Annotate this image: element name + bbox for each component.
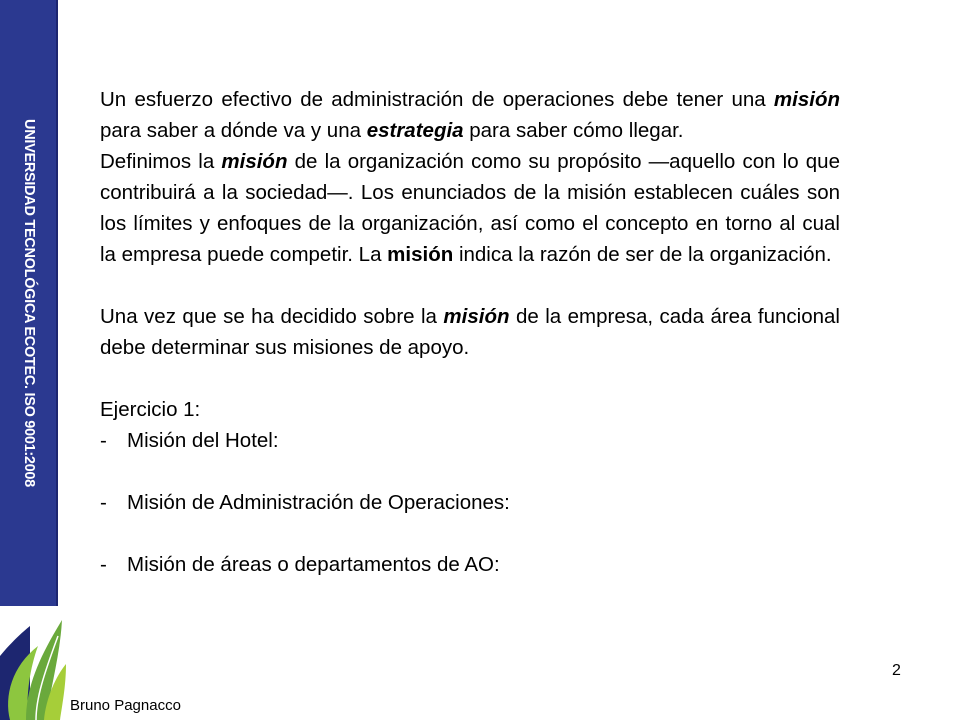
list-dash: - <box>100 553 107 576</box>
emphasis-mision: misión <box>387 243 454 266</box>
list-item <box>100 549 840 580</box>
text-run: Definimos la <box>100 150 222 173</box>
page-number: 2 <box>892 662 901 679</box>
slide-body <box>100 84 840 580</box>
text-run: para saber cómo llegar. <box>463 119 684 142</box>
emphasis-estrategia: estrategia <box>366 119 464 142</box>
list-item <box>100 425 840 456</box>
list-item <box>100 487 840 518</box>
list-item-text: Misión del Hotel: <box>127 429 279 452</box>
paragraph-support-missions <box>100 301 840 363</box>
text-run: Una vez que se ha decidido sobre la <box>100 305 444 328</box>
text-run: indica la razón de ser de la organización. <box>453 243 832 266</box>
emphasis-mision: misión <box>221 150 288 173</box>
text-run: Un esfuerzo efectivo de administración de operaciones debe tener una <box>100 88 774 111</box>
sidebar-band <box>0 0 58 606</box>
emphasis-mision: misión <box>443 305 510 328</box>
ecotec-leaf-logo-icon <box>0 606 70 720</box>
university-vertical-title: UNIVERSIDAD TECNOLÓGICA ECOTEC. ISO 9001:2008 <box>21 119 37 487</box>
list-dash: - <box>100 491 107 514</box>
list-dash: - <box>100 429 107 452</box>
list-item-text: Misión de áreas o departamentos de AO: <box>127 553 500 576</box>
paragraph-spacer <box>100 270 840 301</box>
emphasis-mision: misión <box>773 88 840 111</box>
exercise-title: Ejercicio 1: <box>100 398 201 421</box>
text-run: de la empresa, cada área funcional debe determinar sus misiones de apoyo. <box>100 305 840 359</box>
paragraph-mission-intro <box>100 84 840 146</box>
author-name: Bruno Pagnacco <box>70 697 181 714</box>
list-spacer <box>100 456 840 487</box>
list-spacer <box>100 518 840 549</box>
text-run: para saber a dónde va y una <box>100 119 367 142</box>
paragraph-spacer <box>100 363 840 394</box>
paragraph-mission-definition <box>100 146 840 270</box>
text-run: de la organización como su propósito —aquello con lo que contribuirá a la sociedad—. Los enunciados de la misión establecen cuáles son los límites y enfoques de la organización, así como el concepto en torno al cual la empresa puede competir. La <box>100 150 840 266</box>
list-item-text: Misión de Administración de Operaciones: <box>127 491 510 514</box>
